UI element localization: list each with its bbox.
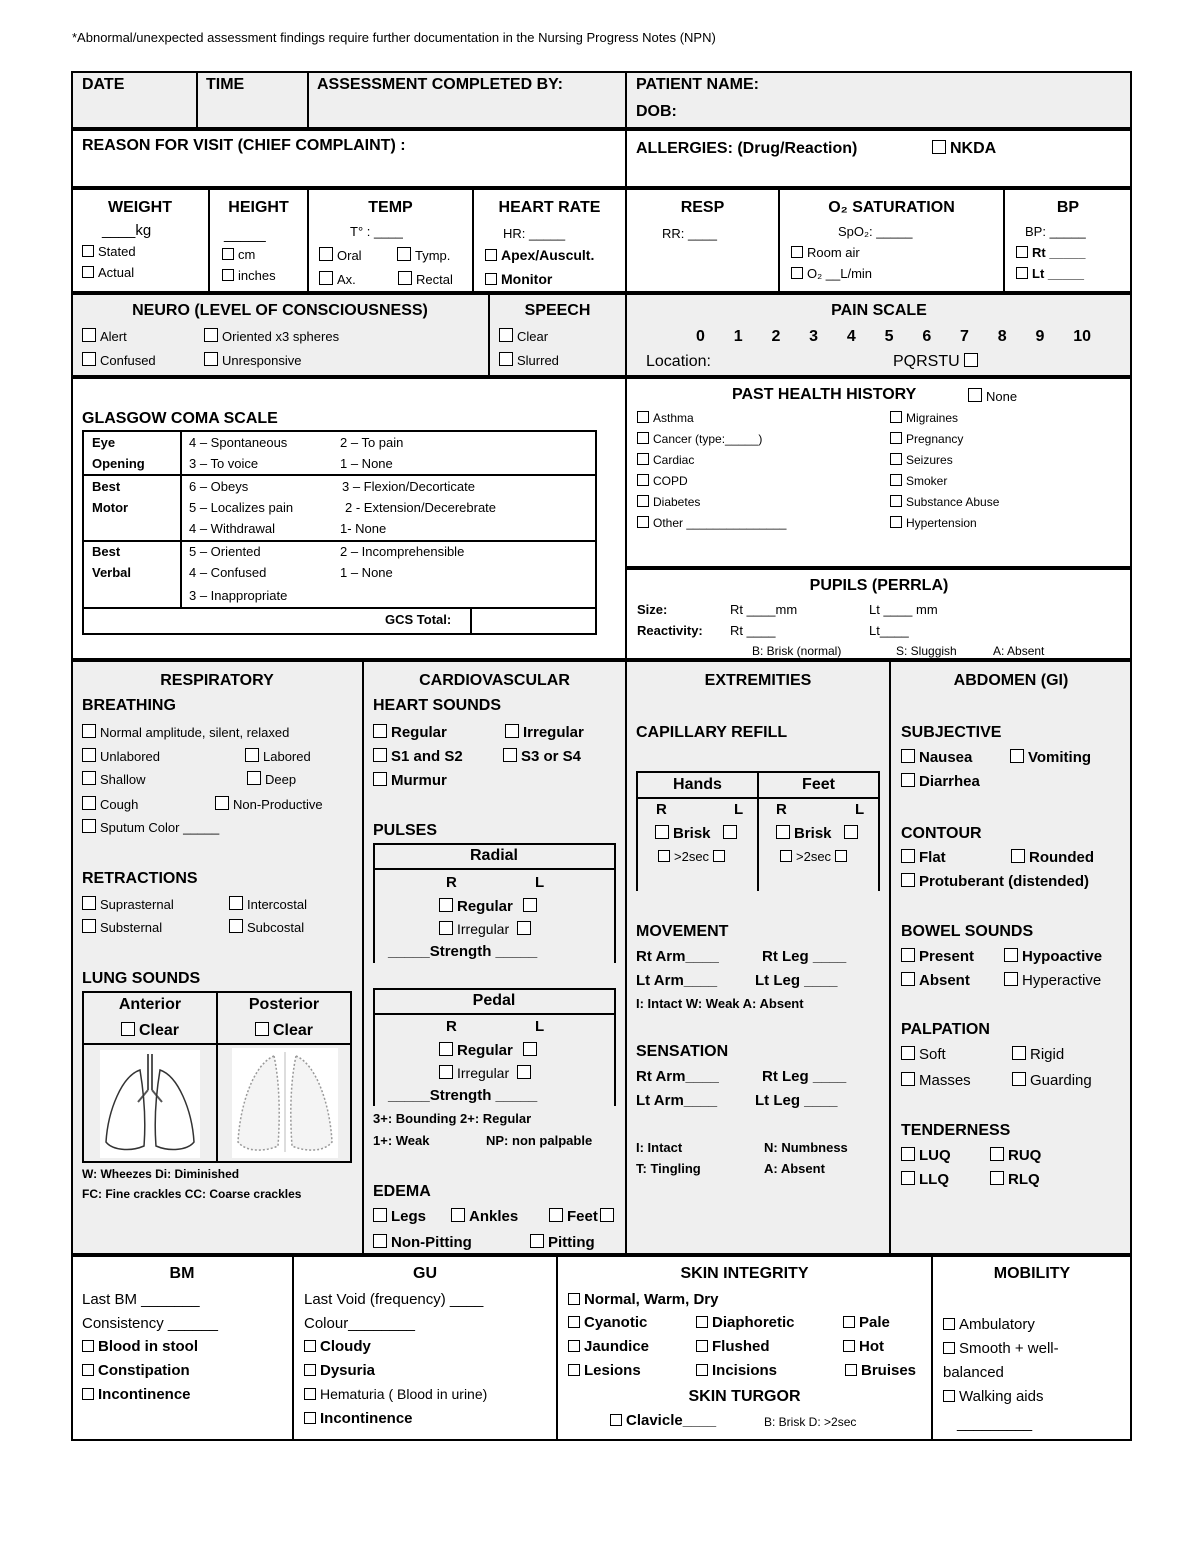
temp-field[interactable]: T° : ____ [350,224,403,239]
pain-value[interactable]: 5 [884,328,894,345]
extremities-title: EXTREMITIES [704,672,812,689]
skin-turgor-heading: SKIN TURGOR [688,1388,801,1405]
breathing-normal-option[interactable]: Normal amplitude, silent, relaxed [82,724,289,740]
temp-axillary-option[interactable]: Ax. [319,271,356,287]
breathing-deep-option[interactable]: Deep [247,771,296,787]
history-diabetes-option[interactable]: Diabetes [637,495,700,509]
history-hypertension-option[interactable]: Hypertension [890,516,977,530]
spo2-field[interactable]: SpO₂: _____ [838,224,913,239]
skin-diaphoretic-option[interactable]: Diaphoretic [696,1314,795,1331]
movement-rt-leg[interactable]: Rt Leg ____ [762,948,847,965]
retraction-subcostal-option[interactable]: Subcostal [229,919,304,935]
contour-heading: CONTOUR [901,825,982,842]
height-inches-option[interactable]: inches [222,268,276,283]
sensation-rt-arm[interactable]: Rt Arm____ [636,1068,719,1085]
date-label: DATE [82,76,125,93]
mobility-smooth-option-line2: balanced [943,1364,1004,1381]
sensation-lt-leg[interactable]: Lt Leg ____ [755,1092,838,1109]
bp-rt-option[interactable]: Rt _____ [1016,245,1085,260]
radial-irregular-option[interactable]: Irregular [439,921,535,937]
subjective-heading: SUBJECTIVE [901,724,1002,741]
neuro-confused-option[interactable]: Confused [82,352,156,368]
skin-lesions-option[interactable]: Lesions [568,1362,641,1379]
history-asthma-option[interactable]: Asthma [637,411,694,425]
pain-value[interactable]: 1 [733,328,743,345]
breathing-labored-option[interactable]: Labored [245,748,311,764]
abd-nausea-option[interactable]: Nausea [901,749,972,766]
nkda-checkbox[interactable] [932,140,946,154]
weight-field[interactable]: ____kg [102,222,152,239]
tenderness-heading: TENDERNESS [901,1122,1011,1139]
mobility-walking-aids-option[interactable]: Walking aids [943,1388,1043,1405]
resp-field[interactable]: RR: ____ [662,226,717,241]
speech-slurred-option[interactable]: Slurred [499,352,559,368]
bp-lt-option[interactable]: Lt _____ [1016,266,1084,281]
o2-lmin-option[interactable]: O₂ __L/min [791,266,872,281]
edema-legs-option[interactable]: Legs [373,1208,426,1225]
sensation-heading: SENSATION [636,1043,729,1060]
sensation-legend-numbness: N: Numbness [764,1140,848,1155]
bowel-sounds-heading: BOWEL SOUNDS [901,923,1034,940]
last-bm-field[interactable]: Last BM _______ [82,1291,200,1308]
tenderness-rlq-option[interactable]: RLQ [990,1171,1040,1188]
skin-cyanotic-option[interactable]: Cyanotic [568,1314,647,1331]
pupil-legend-brisk: B: Brisk (normal) [752,644,842,658]
gu-incontinence-option[interactable]: Incontinence [304,1410,413,1427]
sensation-legend-intact: I: Intact [636,1140,683,1155]
assessed-by-label: ASSESSMENT COMPLETED BY: [317,76,563,93]
history-substance-option[interactable]: Substance Abuse [890,495,999,509]
gcs-total-field[interactable] [474,610,594,632]
heart-regular-option[interactable]: Regular [373,724,447,741]
weight-title: WEIGHT [108,199,172,216]
pupils-title: PUPILS (PERRLA) [809,577,949,594]
pupil-size-label: Size: [637,602,668,617]
pain-value[interactable]: 7 [960,328,969,345]
heart-s3s4-option[interactable]: S3 or S4 [503,748,581,765]
respiratory-title: RESPIRATORY [160,672,274,689]
skin-integrity-title: SKIN INTEGRITY [680,1265,809,1282]
cap-hands-delayed-option[interactable]: >2sec [658,849,729,864]
skin-normal-option[interactable]: Normal, Warm, Dry [568,1291,718,1308]
gcs-title: GLASGOW COMA SCALE [82,410,278,427]
contour-protuberant-option[interactable]: Protuberant (distended) [901,873,1089,890]
sputum-color-option[interactable]: Sputum Color _____ [82,819,219,835]
bm-blood-option[interactable]: Blood in stool [82,1338,198,1355]
pain-scale-title: PAIN SCALE [831,302,927,319]
resp-title: RESP [680,199,725,216]
mobility-ambulatory-option[interactable]: Ambulatory [943,1316,1035,1333]
cardiovascular-title: CARDIOVASCULAR [419,672,570,689]
temp-oral-option[interactable]: Oral [319,247,362,263]
gcs-verbal-1: 1 – None [340,565,393,580]
movement-heading: MOVEMENT [636,923,729,940]
edema-pitting-option[interactable]: Pitting [530,1234,595,1251]
contour-rounded-option[interactable]: Rounded [1011,849,1094,866]
gcs-verbal-4: 4 – Confused [189,565,267,580]
cap-feet-delayed-option[interactable]: >2sec [780,849,851,864]
urine-colour-field[interactable]: Colour________ [304,1315,415,1332]
pupil-size-lt[interactable]: Lt ____ mm [869,602,938,617]
breathing-unlabored-option[interactable]: Unlabored [82,748,160,764]
gcs-motor-3: 3 – Flexion/Decorticate [342,479,475,494]
pain-value[interactable]: 8 [997,328,1007,345]
cap-feet-l: L [855,801,865,818]
heart-murmur-option[interactable]: Murmur [373,772,447,789]
sensation-legend-absent: A: Absent [764,1161,825,1176]
o2-title: O₂ SATURATION [828,199,955,216]
tenderness-ruq-option[interactable]: RUQ [990,1147,1041,1164]
gcs-eye-4: 4 – Spontaneous [189,435,288,450]
radial-regular-option[interactable]: Regular [439,898,541,915]
history-cancer-option[interactable]: Cancer (type:_____) [637,432,762,446]
bowel-hypoactive-option[interactable]: Hypoactive [1004,948,1102,965]
palpation-masses-option[interactable]: Masses [901,1072,971,1089]
pain-value[interactable]: 3 [809,328,819,345]
reason-for-visit-label: REASON FOR VISIT (CHIEF COMPLAINT) : [82,137,406,154]
skin-hot-option[interactable]: Hot [843,1338,884,1355]
movement-lt-arm[interactable]: Lt Arm____ [636,972,718,989]
sensation-legend-tingling: T: Tingling [636,1161,701,1176]
abd-diarrhea-option[interactable]: Diarrhea [901,773,980,790]
cap-hands-label: Hands [673,776,722,793]
weight-actual-option[interactable]: Actual [82,265,134,280]
pulse-legend-1: 3+: Bounding 2+: Regular [373,1111,532,1126]
gcs-verbal-3: 3 – Inappropriate [189,588,288,603]
pupil-reactivity-label: Reactivity: [637,623,703,638]
bm-constipation-option[interactable]: Constipation [82,1362,190,1379]
gu-hematuria-option[interactable]: Hematuria ( Blood in urine) [304,1386,487,1402]
heart-rate-title: HEART RATE [498,199,601,216]
abdomen-title: ABDOMEN (GI) [953,672,1069,689]
pain-value[interactable]: 10 [1073,328,1091,345]
skin-bruises-option[interactable]: Bruises [845,1362,916,1379]
palpation-soft-option[interactable]: Soft [901,1046,946,1063]
history-none-option[interactable]: None [968,388,1017,404]
cap-feet-brisk-option[interactable]: Brisk [776,825,862,842]
height-cm-option[interactable]: cm [222,247,255,262]
abd-vomiting-option[interactable]: Vomiting [1010,749,1091,766]
bp-title: BP [1056,199,1080,216]
history-smoker-option[interactable]: Smoker [890,474,947,488]
time-label: TIME [206,76,245,93]
gcs-verbal-label-2: Verbal [92,565,132,580]
pain-value[interactable]: 2 [771,328,781,345]
skin-jaundice-option[interactable]: Jaundice [568,1338,649,1355]
edema-heading: EDEMA [373,1183,431,1200]
bm-incontinence-option[interactable]: Incontinence [82,1386,191,1403]
lung-anterior-label: Anterior [118,996,182,1013]
tenderness-llq-option[interactable]: LLQ [901,1171,949,1188]
radial-r-label: R [446,874,457,891]
retractions-heading: RETRACTIONS [82,870,198,887]
sensation-rt-leg[interactable]: Rt Leg ____ [762,1068,847,1085]
posterior-lungs-illustration [232,1048,338,1158]
pain-scale-numbers[interactable] [696,328,1091,346]
temp-rectal-option[interactable]: Rectal [398,271,453,287]
gcs-verbal-label: Best [92,544,121,559]
pain-value[interactable]: 0 [696,328,705,345]
history-migraines-option[interactable]: Migraines [890,411,958,425]
gcs-eye-2: 2 – To pain [340,435,404,450]
radial-strength-field[interactable]: _____Strength _____ [388,943,538,960]
patient-name-label: PATIENT NAME: [636,76,759,93]
pupil-react-lt[interactable]: Lt____ [869,623,909,638]
pain-value[interactable]: 9 [1035,328,1045,345]
movement-legend: I: Intact W: Weak A: Absent [636,996,804,1011]
retraction-intercostal-option[interactable]: Intercostal [229,896,307,912]
cap-feet-label: Feet [802,776,835,793]
pedal-irregular-option[interactable]: Irregular [439,1065,535,1081]
gcs-verbal-5: 5 – Oriented [189,544,261,559]
neuro-oriented-option[interactable]: Oriented x3 spheres [204,328,339,344]
pain-value[interactable]: 6 [922,328,932,345]
capillary-refill-heading: CAPILLARY REFILL [636,724,788,741]
mobility-smooth-option[interactable]: Smooth + well- [943,1340,1059,1357]
weight-stated-option[interactable]: Stated [82,244,136,259]
history-other-option[interactable]: Other _______________ [637,516,786,530]
gu-title: GU [413,1265,437,1282]
bowel-absent-option[interactable]: Absent [901,972,970,989]
history-cardiac-option[interactable]: Cardiac [637,453,694,467]
retraction-suprasternal-option[interactable]: Suprasternal [82,896,174,912]
breathing-cough-option[interactable]: Cough [82,796,138,812]
lung-sounds-heading: LUNG SOUNDS [82,970,201,987]
edema-nonpitting-option[interactable]: Non-Pitting [373,1234,472,1251]
neuro-unresponsive-option[interactable]: Unresponsive [204,352,302,368]
bm-consistency-field[interactable]: Consistency ______ [82,1315,218,1332]
pupil-legend-sluggish: S: Sluggish [896,644,957,658]
lung-posterior-label: Posterior [248,996,320,1013]
nkda-option[interactable]: NKDA [932,140,996,158]
pupil-react-rt[interactable]: Rt ____ [730,623,776,638]
breathing-heading: BREATHING [82,697,176,714]
temp-title: TEMP [368,199,413,216]
heart-sounds-heading: HEART SOUNDS [373,697,502,714]
height-title: HEIGHT [228,199,289,216]
o2-room-air-option[interactable]: Room air [791,245,860,260]
pqrstu-checkbox[interactable] [964,353,978,367]
neuro-alert-option[interactable]: Alert [82,328,127,344]
gcs-eye-label: Eye [92,435,116,450]
heart-s1s2-option[interactable]: S1 and S2 [373,748,463,765]
gcs-motor-1: 1- None [340,521,387,536]
gcs-motor-label-2: Motor [92,500,129,515]
bm-title: BM [169,1265,195,1282]
palpation-rigid-option[interactable]: Rigid [1012,1046,1064,1063]
gcs-eye-label-2: Opening [92,456,145,471]
gcs-eye-1: 1 – None [340,456,393,471]
walking-aids-field[interactable]: _________ [957,1415,1033,1432]
history-copd-option[interactable]: COPD [637,474,688,488]
gu-dysuria-option[interactable]: Dysuria [304,1362,375,1379]
skin-turgor-legend: B: Brisk D: >2sec [764,1415,857,1429]
skin-pale-option[interactable]: Pale [843,1314,890,1331]
pulse-legend-2b: NP: non palpable [486,1133,593,1148]
pedal-r-label: R [446,1018,457,1035]
last-void-field[interactable]: Last Void (frequency) ____ [304,1291,484,1308]
speech-title: SPEECH [524,302,591,319]
skin-flushed-option[interactable]: Flushed [696,1338,770,1355]
bowel-hyperactive-option[interactable]: Hyperactive [1004,972,1101,989]
history-pregnancy-option[interactable]: Pregnancy [890,432,963,446]
assessment-note: *Abnormal/unexpected assessment findings require further documentation in the Nursing Progress Notes (NPN) [72,30,716,45]
skin-turgor-clavicle-option[interactable]: Clavicle____ [610,1412,716,1429]
edema-feet-option[interactable]: Feet [549,1208,618,1225]
gcs-eye-3: 3 – To voice [189,456,259,471]
retraction-substernal-option[interactable]: Substernal [82,919,162,935]
mobility-title: MOBILITY [993,1265,1071,1282]
bowel-present-option[interactable]: Present [901,948,974,965]
skin-incisions-option[interactable]: Incisions [696,1362,777,1379]
speech-clear-option[interactable]: Clear [499,328,548,344]
pain-value[interactable]: 4 [846,328,856,345]
pedal-strength-field[interactable]: _____Strength _____ [388,1087,538,1104]
cap-hands-brisk-option[interactable]: Brisk [655,825,741,842]
edema-ankles-option[interactable]: Ankles [451,1208,518,1225]
lung-legend-1: W: Wheezes Di: Diminished [82,1167,240,1181]
gcs-motor-label: Best [92,479,121,494]
bp-field[interactable]: BP: _____ [1025,224,1086,239]
allergies-label: ALLERGIES: (Drug/Reaction) [636,140,858,157]
palpation-heading: PALPATION [901,1021,990,1038]
gcs-verbal-2: 2 – Incomprehensible [340,544,465,559]
gcs-motor-2: 2 - Extension/Decerebrate [345,500,497,515]
gcs-motor-4: 4 – Withdrawal [189,521,275,536]
anterior-lungs-illustration [100,1050,200,1158]
pedal-heading: Pedal [472,992,516,1009]
breathing-nonproductive-option[interactable]: Non-Productive [215,796,323,812]
sensation-lt-arm[interactable]: Lt Arm____ [636,1092,718,1109]
pulses-heading: PULSES [373,822,438,839]
movement-lt-leg[interactable]: Lt Leg ____ [755,972,838,989]
pqrstu-option[interactable]: PQRSTU [893,353,982,371]
gu-cloudy-option[interactable]: Cloudy [304,1338,371,1355]
pedal-l-label: L [535,1018,545,1035]
cap-hands-l: L [734,801,744,818]
gcs-total-label: GCS Total: [385,612,452,627]
palpation-guarding-option[interactable]: Guarding [1012,1072,1092,1089]
radial-l-label: L [535,874,545,891]
cap-feet-r: R [776,801,787,818]
pupil-legend-absent: A: Absent [993,644,1045,658]
contour-flat-option[interactable]: Flat [901,849,946,866]
hr-monitor-option[interactable]: Monitor [485,271,552,287]
temp-tymp-option[interactable]: Tymp. [397,247,450,263]
history-title: PAST HEALTH HISTORY [732,386,917,403]
breathing-shallow-option[interactable]: Shallow [82,771,146,787]
pupil-size-rt[interactable]: Rt ____mm [730,602,798,617]
lung-posterior-clear-option[interactable]: Clear [218,1022,350,1040]
hr-apex-option[interactable]: Apex/Auscult. [485,247,594,263]
pulse-legend-2a: 1+: Weak [373,1133,430,1148]
heart-rate-field[interactable]: HR: _____ [503,226,566,241]
dob-label: DOB: [636,103,677,120]
lung-legend-2: FC: Fine crackles CC: Coarse crackles [82,1187,302,1201]
pain-location-label: Location: [646,353,711,370]
tenderness-luq-option[interactable]: LUQ [901,1147,951,1164]
gcs-motor-6: 6 – Obeys [189,479,249,494]
heart-irregular-option[interactable]: Irregular [505,724,584,741]
gcs-motor-5: 5 – Localizes pain [189,500,294,515]
radial-heading: Radial [469,847,518,864]
height-field[interactable]: _____ [224,226,266,243]
cap-hands-r: R [656,801,667,818]
movement-rt-arm[interactable]: Rt Arm____ [636,948,719,965]
neuro-title: NEURO (LEVEL OF CONSCIOUSNESS) [132,302,428,319]
lung-anterior-clear-option[interactable]: Clear [84,1022,216,1040]
pedal-regular-option[interactable]: Regular [439,1042,541,1059]
history-seizures-option[interactable]: Seizures [890,453,953,467]
